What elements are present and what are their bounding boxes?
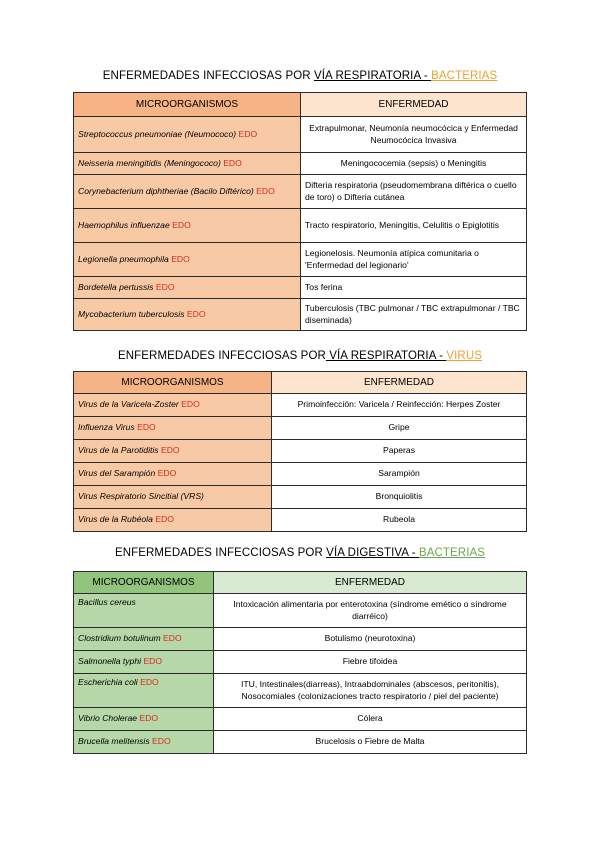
- header-microorganismos: MICROORGANISMOS: [74, 572, 214, 594]
- disease-cell: Bronquiolitis: [272, 486, 527, 509]
- table-row: [74, 594, 527, 628]
- table-row: [74, 674, 527, 708]
- table-row: [74, 628, 527, 651]
- disease-cell: Intoxicación alimentaria por enterotoxina (síndrome emético o síndrome diarréico): [214, 594, 527, 628]
- title-route: VÍA RESPIRATORIA -: [313, 70, 432, 82]
- org-cell: [74, 175, 301, 209]
- org-name: Legionella pneumophila: [78, 253, 169, 264]
- org-name: Salmonella typhi: [78, 656, 142, 667]
- org-name: Streptococcus pneumoniae (Neumococo): [78, 128, 237, 139]
- edo-badge: EDO: [155, 514, 174, 525]
- table-row: [74, 708, 527, 731]
- disease-cell: ITU, Intestinales(diarreas), Intraabdominales (abscesos, peritonitis), Nosocomiales (colonizaciones tracto respiratorio / piel del paciente): [214, 674, 527, 708]
- org-cell: [74, 486, 272, 509]
- org-cell: [74, 708, 214, 731]
- edo-badge: EDO: [256, 185, 275, 196]
- disease-cell: Botulismo (neurotoxina): [214, 628, 527, 651]
- disease-cell: Extrapulmonar, Neumonía neumocócica y Enfermedad Neumocócica Invasiva: [301, 117, 527, 153]
- org-name: Virus del Sarampión: [78, 468, 156, 479]
- org-name: Bacillus cereus: [78, 597, 136, 607]
- edo-badge: EDO: [181, 399, 200, 410]
- org-cell: [74, 209, 301, 243]
- org-name: Influenza Virus: [78, 422, 135, 433]
- edo-badge: EDO: [186, 308, 206, 319]
- title-category: BACTERIAS: [431, 70, 498, 82]
- header-microorganismos: MICROORGANISMOS: [74, 372, 272, 394]
- org-name: Vibrio Cholerae: [78, 713, 138, 724]
- org-cell: [74, 731, 214, 754]
- org-cell: [74, 594, 214, 628]
- header-microorganismos: MICROORGANISMOS: [74, 93, 301, 117]
- header-enfermedad: ENFERMEDAD: [214, 572, 527, 594]
- org-name: Mycobacterium tuberculosis: [78, 308, 185, 319]
- disease-cell: Meningococemia (sepsis) o Meningitis: [301, 153, 527, 175]
- org-name: Virus Respiratorio Sincitial (VRS): [78, 491, 204, 502]
- org-cell: [74, 651, 214, 674]
- org-name: Virus de la Rubéola: [78, 514, 153, 525]
- disease-cell: Primoinfección: Varicela / Reinfección: Herpes Zoster: [272, 394, 527, 417]
- header-enfermedad: ENFERMEDAD: [272, 372, 527, 394]
- edo-badge: EDO: [160, 445, 180, 456]
- org-cell: [74, 153, 301, 175]
- title-route: VÍA RESPIRATORIA -: [325, 350, 447, 362]
- org-cell: [74, 509, 272, 532]
- disease-cell: Paperas: [272, 440, 527, 463]
- org-cell: [74, 440, 272, 463]
- disease-cell: Tuberculosis (TBC pulmonar / TBC extrapulmonar / TBC diseminada): [301, 299, 527, 331]
- org-cell: [74, 299, 301, 331]
- table-row: [74, 486, 527, 509]
- table-row: [74, 731, 527, 754]
- table-row: [74, 394, 527, 417]
- edo-badge: EDO: [152, 736, 171, 747]
- org-name: Neisseria meningitidis (Meningococo): [78, 157, 221, 168]
- table-row: [74, 440, 527, 463]
- table-row: [74, 417, 527, 440]
- table-respiratory-bacteria: [73, 92, 527, 331]
- org-name: Virus de la Varicela-Zoster: [78, 399, 179, 410]
- edo-badge: EDO: [223, 157, 242, 168]
- edo-badge: EDO: [163, 633, 182, 644]
- org-name: Virus de la Parotiditis: [78, 445, 159, 456]
- disease-cell: Brucelosis o Fiebre de Malta: [214, 731, 527, 754]
- disease-cell: Rubeola: [272, 509, 527, 532]
- org-name: Clostridium botulinum: [78, 633, 161, 644]
- org-name: Bordetella pertussis: [78, 281, 154, 292]
- disease-cell: Fiebre tifoidea: [214, 651, 527, 674]
- org-name: Haemophilus influenzae: [78, 219, 170, 230]
- edo-badge: EDO: [137, 422, 156, 433]
- disease-cell: Cólera: [214, 708, 527, 731]
- edo-badge: EDO: [171, 253, 190, 264]
- org-cell: [74, 394, 272, 417]
- table-respiratory-virus: [73, 371, 527, 532]
- edo-badge: EDO: [139, 713, 159, 724]
- edo-badge: EDO: [238, 128, 258, 139]
- title-category: VIRUS: [446, 350, 483, 362]
- title-prefix: ENFERMEDADES INFECCIOSAS POR: [117, 350, 326, 362]
- table-row: [74, 209, 527, 243]
- section-title-digestive-bacteria: [0, 547, 600, 559]
- org-name: Corynebacterium diphtheriae (Bacilo Diftérico): [78, 185, 254, 196]
- table-row: [74, 243, 527, 277]
- org-cell: [74, 674, 214, 708]
- edo-badge: EDO: [155, 281, 175, 292]
- org-cell: [74, 463, 272, 486]
- section-title-respiratory-virus: [0, 350, 600, 362]
- edo-badge: EDO: [143, 656, 163, 667]
- org-cell: [74, 628, 214, 651]
- table-row: [74, 509, 527, 532]
- header-enfermedad: ENFERMEDAD: [301, 93, 527, 117]
- table-digestive-bacteria: [73, 571, 527, 754]
- table-row: [74, 299, 527, 331]
- title-prefix: ENFERMEDADES INFECCIOSAS POR: [102, 70, 314, 82]
- org-cell: [74, 277, 301, 299]
- table-row: [74, 175, 527, 209]
- table-row: [74, 651, 527, 674]
- disease-cell: Sarampión: [272, 463, 527, 486]
- disease-cell: Tracto respiratorio, Meningitis, Celulitis o Epiglotitis: [301, 209, 527, 243]
- disease-cell: Difteria respiratoria (pseudomembrana diftérica o cuello de toro) o Difteria cutánea: [301, 175, 527, 209]
- table-row: [74, 153, 527, 175]
- table-row: [74, 277, 527, 299]
- org-name: Escherichia coli: [78, 677, 138, 687]
- org-name: Brucella melitensis: [78, 736, 150, 747]
- section-title-respiratory-bacteria: [0, 70, 600, 82]
- org-cell: [74, 117, 301, 153]
- title-route: VÍA DIGESTIVA -: [326, 547, 419, 559]
- title-prefix: ENFERMEDADES INFECCIOSAS POR: [114, 547, 327, 559]
- title-category: BACTERIAS: [418, 547, 486, 559]
- edo-badge: EDO: [140, 677, 159, 687]
- edo-badge: EDO: [172, 219, 191, 230]
- edo-badge: EDO: [157, 468, 177, 479]
- org-cell: [74, 417, 272, 440]
- disease-cell: Legionelosis. Neumonía atípica comunitaria o 'Enfermedad del legionario': [301, 243, 527, 277]
- table-row: [74, 463, 527, 486]
- org-cell: [74, 243, 301, 277]
- disease-cell: Gripe: [272, 417, 527, 440]
- table-row: [74, 117, 527, 153]
- disease-cell: Tos ferina: [301, 277, 527, 299]
